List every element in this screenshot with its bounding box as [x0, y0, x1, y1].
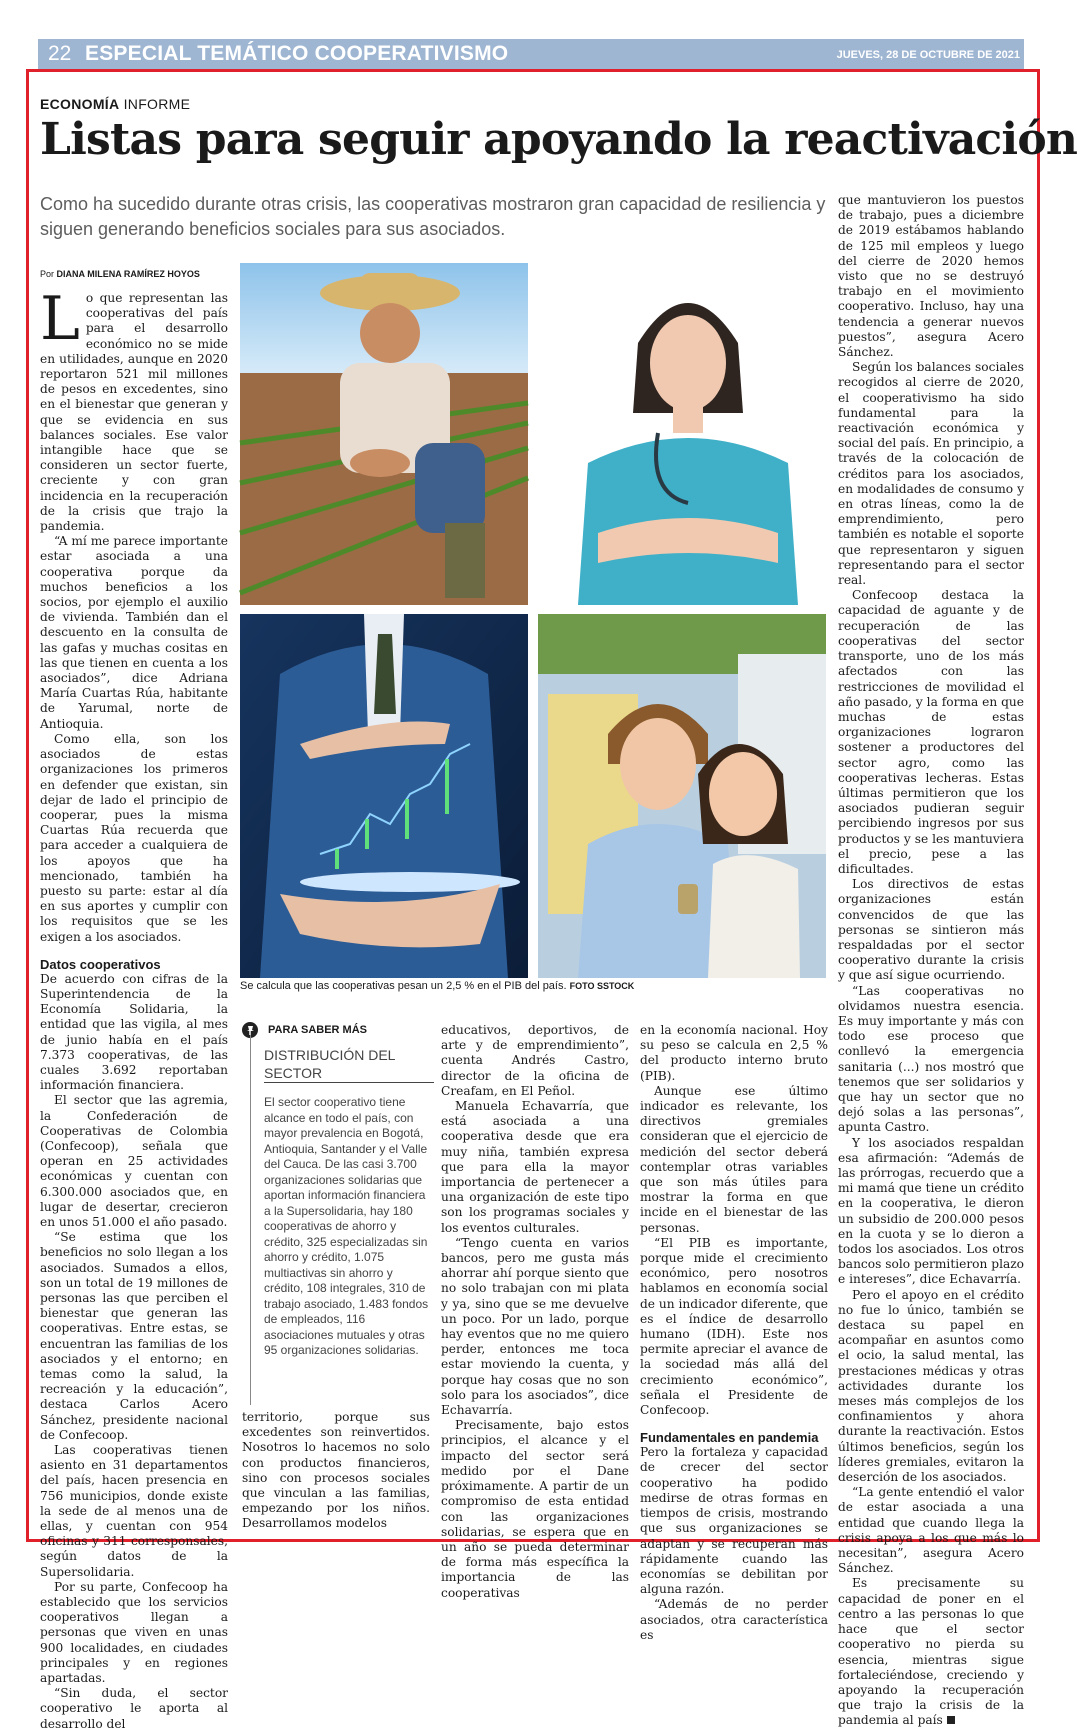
- paragraph: “La gente entendió el valor de estar asociada a una entidad que cuando llega la crisis apoya a los que más lo necesitan”, asegura Acero Sánchez.: [838, 1485, 1024, 1576]
- box-text: El sector cooperativo tiene alcance en todo el país, con mayor prevalencia en Bogotá, Antioquia, Santander y el Valle del Cauca. De las casi 3.700 organizaciones solidarias que aportan información financiera a la Supersolidaria, hay 180 cooperativas de ahorro y crédito, 325 especializadas sin ahorro y crédito, 1.075 multiactivas sin ahorro y crédito, 108 integrales, 310 de trabajo asociado, 1.483 fondos de empleados, 116 asociaciones mutuales y otras 95 organizaciones solidarias.: [264, 1095, 429, 1357]
- farmer-photo: [240, 263, 528, 605]
- paragraph: Pero el apoyo en el crédito no fue lo único, también se destaca su papel en acompañar en asuntos como el ocio, la salud mental, las prestaciones médicas y otras actividades durante los meses más complejos de los confinamientos y ahora durante la reactivación. Estos últimos beneficios, según los líderes gremiales, evitaron la deserción de los asociados.: [838, 1287, 1024, 1485]
- paragraph: “El PIB es importante, porque mide el crecimiento económico, pero nosotros hablamos en economía social de un indicador diferente, que es el índice de desarrollo humano (IDH). Este nos permite apreciar el avance de la sociedad más allá del crecimiento económico”, señala el Presidente de Confecoop.: [640, 1235, 828, 1418]
- paragraph: “Se estima que los beneficios no solo llegan a los asociados. Sumados a ellos, son un total de 19 millones de personas las que perciben el bienestar que generan las cooperativas. Entre estas, se encuentran las familias de los asociados y el entorno; en temas como la salud, la recreación y la educación”, destaca Carlos Acero Sánchez, presidente nacional de Confecoop.: [40, 1230, 228, 1442]
- paragraph: Y los asociados respaldan esa afirmación: “Además de las prórrogas, recuerdo que a mi mamá que tiene un crédito en la cooperativa, le dieron un subsidio de 200.000 pesos en la cuota y se lo dieron a todos los asociados. Los otros bancos solo permitieron plazo e intereses”, dice Echavarría.: [838, 1135, 1024, 1287]
- couple-keys-photo: [538, 614, 826, 978]
- paragraph: Es precisamente su capacidad de poner en el centro a las personas lo que hace que el sector cooperativo no pierda su esencia, mientras sigue fortaleciéndose, creciendo y apoyando la recuperación que trajo la crisis de la pandemia al país: [838, 1576, 1024, 1728]
- box-rule: [250, 1035, 251, 1405]
- column-4: [640, 1023, 828, 1643]
- paragraph: Aunque ese último indicador es relevante, los directivos gremiales consideran que el ejercicio de medición del sector deberá contemplar otras variables que son más útiles para mostrar la forma en que incide en el bienestar de las personas.: [640, 1083, 828, 1235]
- paragraph: que mantuvieron los puestos de trabajo, pues a diciembre de 2019 estábamos hablando de 125 mil empleos y luego del cierre de 2020 hemos visto que no se destruyó trabajo en el movimiento cooperativo. Incluso, hay una tendencia a generar nuevos puestos”, asegura Acero Sánchez.: [838, 193, 1024, 360]
- paragraph: Las cooperativas tienen asiento en 31 departamentos del país, hacen presencia en 756 municipios, donde existe la sede de al menos una de ellas, y cuentan con 954 oficinas y 311 corresponsales, según datos de la Supersolidaria.: [40, 1443, 228, 1579]
- column-5: [838, 193, 1024, 1729]
- paragraph: Como ella, son los asociados de estas organizaciones los primeros en defender que existan, sin dejar de lado el principio de cooperar, pues la misma Cuartas Rúa recuerda que para acceder a cualquiera de los apoyos que ha mencionado, también ha puesto su parte: estar al día en sus aportes y cumplir con los requisitos que se les exigen a los asociados.: [40, 731, 228, 944]
- issue-date: JUEVES, 28 DE OCTUBRE DE 2021: [836, 49, 1020, 61]
- paragraph: Según los balances sociales recogidos al cierre de 2020, el cooperativismo ha sido fundamental para la reactivación económica y social del país. En principio, a través de la colocación de créditos para los asociados, en modalidades de consumo y en otras líneas, como la de emprendimiento, pero también es notable el soporte que representaron y siguen representando para el sector real.: [838, 360, 1024, 588]
- paragraph: De acuerdo con cifras de la Superintendencia de la Economía Solidaria, la entidad que las vigila, al mes de junio había en el país 7.373 cooperativas, de las cuales 3.692 reportaban información financiera.: [40, 971, 228, 1093]
- paragraph: Confecoop destaca la capacidad de aguante y de recuperación de las cooperativas del sector transporte, uno de los más afectados con las restricciones de movilidad el año pasado, y la forma en que muchas de estas organizaciones lograron sostener a productores del sector agro, como las cooperativas lecheras. Estas últimas permitieron que los asociados pudieran seguir percibiendo ingresos por sus productos y se les mantuviera el precio, pese a las dificultades.: [838, 588, 1024, 876]
- page-number: 22: [48, 42, 72, 65]
- paragraph: educativos, deportivos, de arte y de emprendimiento”, cuenta Andrés Castro, director de la oficina de Creafam, en El Peñol.: [441, 1023, 629, 1098]
- paragraph: “A mí me parece importante estar asociada a una cooperativa porque da muchos beneficios a los socios, por ejemplo el auxilio de vivienda. También dan el descuento en la consulta de las gafas y muchas cositas en las que tienen en cuenta a los asociados”, dice Adriana María Cuartas Rúa, habitante de Yarumal, norte de Antioquia.: [40, 534, 228, 731]
- paragraph: Por su parte, Confecoop ha establecido que los servicios cooperativos llegan a personas que viven en unas 900 localidades, en ciudades principales y en regiones apartadas.: [40, 1579, 228, 1686]
- businessman-chart-photo: [240, 614, 528, 978]
- paragraph: “Además de no perder asociados, otra característica es: [640, 1597, 828, 1642]
- paragraph: Los directivos de estas organizaciones están convencidos de que las personas se sintieron más respaldadas por el sector cooperativo durante la crisis y que así sigue ocurriendo.: [838, 877, 1024, 983]
- paragraph: El sector que las agremia, la Confederación de Cooperativas de Colombia (Confecoop), señala que operan en 25 actividades económicas y cuentan con 6.300.000 asociados que, en lugar de desertar, crecieron en unos 51.000 el año pasado.: [40, 1093, 228, 1229]
- paragraph: “Tengo cuenta en varios bancos, pero me gusta más ahorrar ahí porque siento que no solo trabajan con mi plata y ya, sino que se me devuelve un poco. Por un lado, porque hay eventos que no me quiero perder, entonces me toca estar moviendo la cuenta, y porque hay cosas que no son solo para los asociados”, dice Echavarría.: [441, 1235, 629, 1418]
- end-mark: [947, 1716, 955, 1724]
- kicker-section: ECONOMÍA: [40, 96, 120, 112]
- deck: Como ha sucedido durante otras crisis, las cooperativas mostraron gran capacidad de resiliencia y siguen generando beneficios sociales para sus asociados.: [40, 194, 826, 239]
- nurse-photo: [538, 263, 826, 605]
- paragraph: Pero la fortaleza y capacidad de crecer del sector cooperativo ha podido medirse de otras formas en tiempos de crisis, mostrando que sus organizaciones se adaptan y se recuperan más rápidamente cuando las economías se debilitan por alguna razón.: [640, 1445, 828, 1597]
- paragraph: en la economía nacional. Hoy su peso se calcula en 2,5 % del producto interno bruto (PIB).: [640, 1023, 828, 1083]
- paragraph: Precisamente, bajo estos principios, el alcance y el impacto del sector será medido por el Dane próximamente. A partir de un compromiso de esta entidad con las organizaciones solidarias, se espera que en un año se pueda determinar de forma más específica la importancia de las cooperativas: [441, 1418, 629, 1600]
- sidebar-box: [242, 1022, 434, 1400]
- paragraph: “Sin duda, el sector cooperativo le aporta al desarrollo del: [40, 1686, 228, 1731]
- box-label: PARA SABER MÁS: [268, 1024, 368, 1036]
- kicker-type: INFORME: [123, 96, 191, 112]
- drop-cap: L: [40, 284, 80, 354]
- paragraph: “Las cooperativas no olvidamos nuestra esencia. Es muy importante y más con todo ese proceso que conllevó la emergencia sanitaria (...) nos mostró que tenemos que ser solidarios y que hay un sector que no dejó solas a las personas”, apunta Castro.: [838, 983, 1024, 1135]
- kicker: [40, 96, 190, 112]
- paragraph: Manuela Echavarría, que está asociada a una cooperativa desde que era muy niña, también expresa que para ella la mayor importancia de pertenecer a una organización de este tipo son los programas sociales y los eventos culturales.: [441, 1099, 629, 1235]
- photo-credit: FOTO SSTOCK: [569, 981, 635, 991]
- section-title: ESPECIAL TEMÁTICO COOPERATIVISMO: [85, 42, 509, 65]
- column-1: Lo que representan las cooperativas del país para el desarrollo económico no se mide en utilidades, aunque en 2020 reportaron 521 mil millones de pesos en excedentes, sino en el bienestar que generan y que se evidencia en sus balances sociales. Ese valor intangible hace que se consideren un sector fuerte, creciente y con gran incidencia en la recuperación de la crisis que trajo la pandemia. “A mí me parece importante estar asociada a una cooperativa porque da muchos beneficios a los socios, por ejemplo el auxilio de vivienda. También dan el descuento en la consulta de las gafas y muchas cositas en las que tienen en cuenta a los asociados”, dice Adriana María Cuartas Rúa, habitante de Yarumal, norte de Antioquia. Como ella, son los asociados de estas organizaciones los primeros en defender que existan, sin dejar de lado el principio de cooperar, pues la misma Cuartas Rúa recuerda que para acceder a cualquiera de los apoyos que ha mencionado, también ha puesto su parte: estar al día en sus aportes y cumplir con los requisitos que se les exigen a los asociados. Datos cooperativos De acuerdo con cifras de la Superintendencia de la Economía Solidaria, la entidad que las vigila, al mes de junio había en el país 7.373 cooperativas, de las cuales 3.692 reportaban información financiera. El sector que las agremia, la Confederación de Cooperativas de Colombia (Confecoop), señala que operan en 25 actividades económicas y cuentan con 6.300.000 asociados que, en lugar de desertar, crecieron en unos 51.000 el año pasado. “Se estima que los beneficios no solo llegan a los asociados. Sumados a ellos, son un total de 19 millones de personas las que perciben el bienestar que generan las cooperativas. Entre estas, se encuentran las familias de los asociados y el entorno; en temas como la salud, la recreación y la educación”, destaca Carlos Acero Sánchez, presidente nacional de Confecoop. Las cooperativas tienen asiento en 31 departamentos del país, hacen presencia en 756 municipios, donde existe la sede de al menos una de ellas, y cuentan con 954 oficinas y 311 corresponsales, según datos de la Supersolidaria. Por su parte, Confecoop ha establecido que los servicios cooperativos llegan a personas que viven en unas 900 localidades, en ciudades principales y en regiones apartadas. “Sin duda, el sector cooperativo le aporta al desarrollo del: [40, 284, 228, 1731]
- column-2: [242, 1410, 430, 1532]
- column-3: [441, 1023, 629, 1601]
- subheading: Fundamentales en pandemia: [640, 1430, 819, 1446]
- paragraph: territorio, porque sus excedentes son reinvertidos. Nosotros lo hacemos no solo con productos financieros, sino con procesos sociales que vinculan a las familias, empezando por los niños. Desarrollamos modelos: [242, 1410, 430, 1531]
- photo-caption: Se calcula que las cooperativas pesan un 2,5 % en el PIB del país. FOTO SSTOCK: [240, 980, 635, 992]
- subheading: Datos cooperativos: [40, 956, 161, 972]
- box-title: DISTRIBUCIÓN DEL SECTOR: [264, 1046, 434, 1083]
- headline: Listas para seguir apoyando la reactivación: [40, 114, 1077, 165]
- author: DIANA MILENA RAMÍREZ HOYOS: [56, 269, 200, 279]
- byline: Por DIANA MILENA RAMÍREZ HOYOS: [40, 269, 200, 279]
